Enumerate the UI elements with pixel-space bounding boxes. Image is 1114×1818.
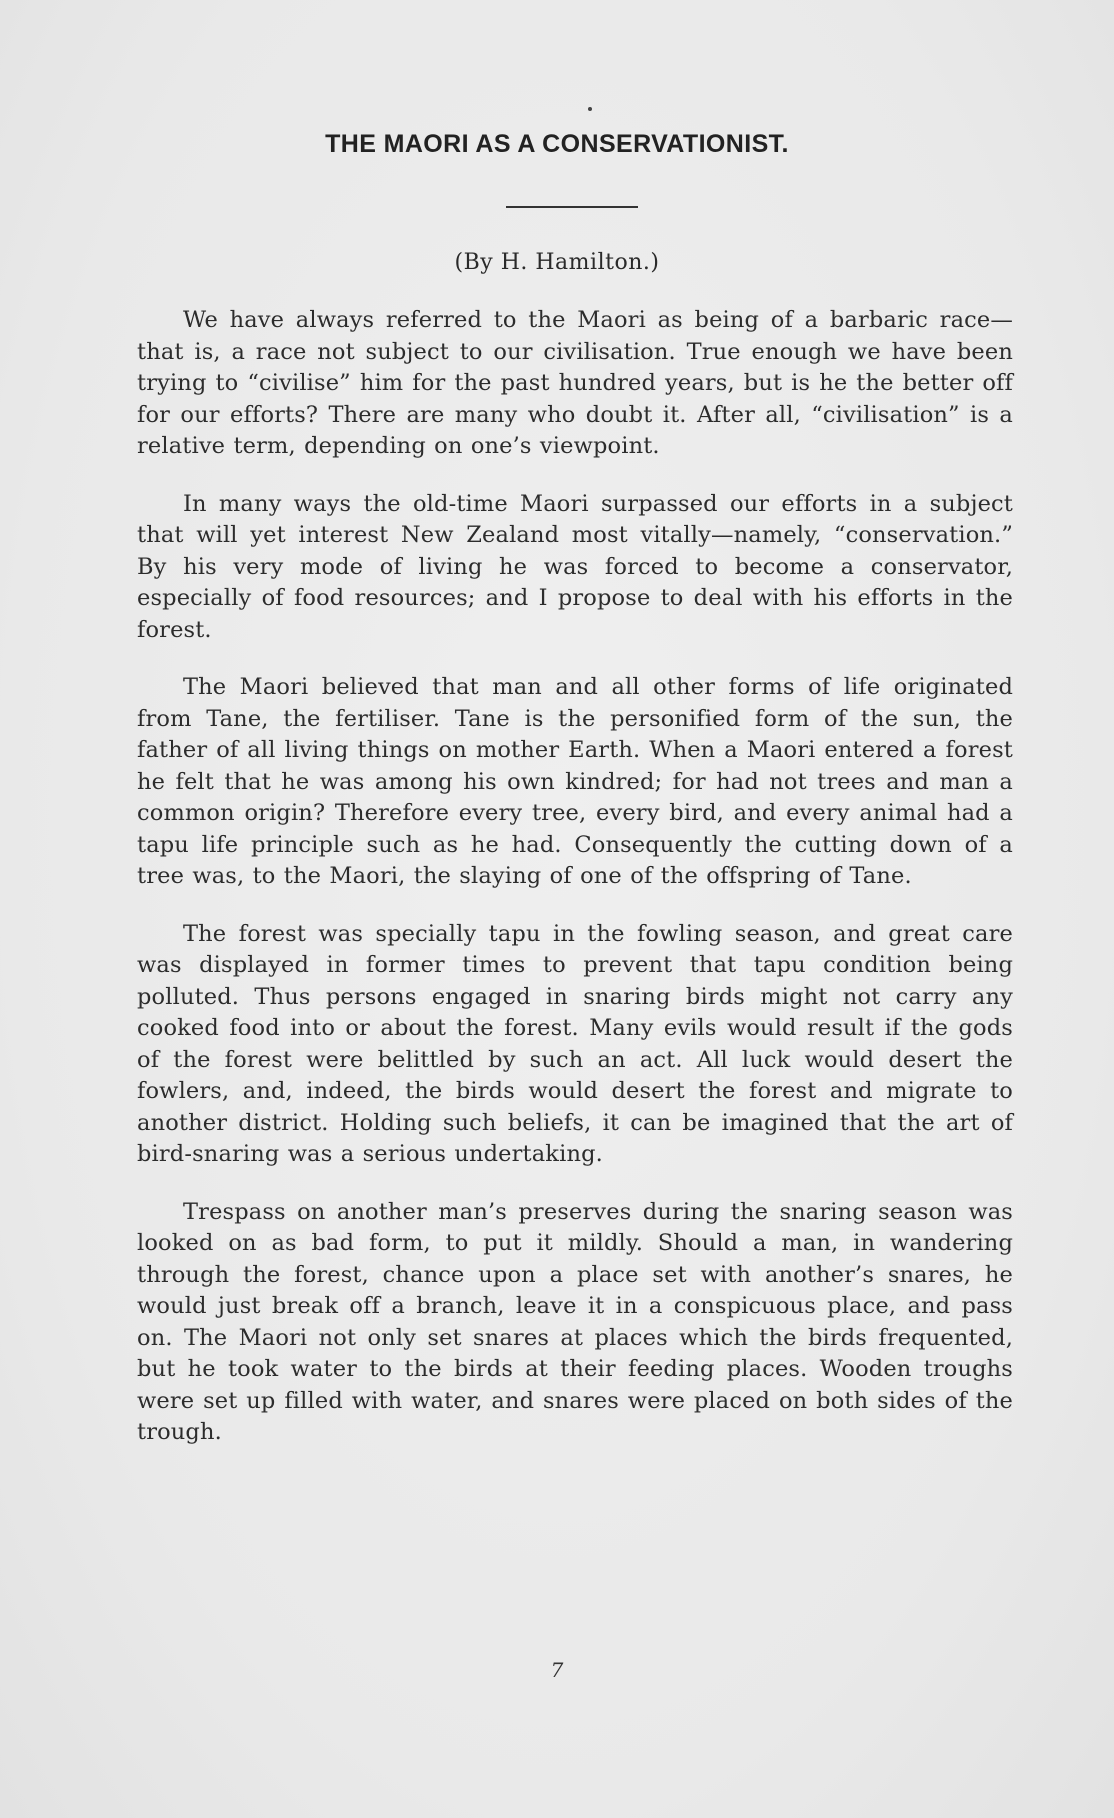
paragraph-3: The Maori believed that man and all other forms of life originated from Tane, the fertiliser. Tane is the personified form of the sun, the father of all living things on mother Earth. When a Maori entered a forest he felt that he was among his own kindred; for had not trees and man a common origin? Therefore every tree, every bird, and every animal had a tapu life principle such as he had. Consequently the cutting down of a tree was, to the Maori, the slaying of one of the offspring of Tane. — [137, 674, 1013, 889]
paragraph-2: In many ways the old-time Maori surpassed our efforts in a subject that will yet interest New Zealand most vitally—namely, “conservation.” By his very mode of living he was forced to become a conservator, especially of food resources; and I propose to deal with his efforts in the forest. — [137, 490, 1013, 643]
paragraph-5: Trespass on another man’s preserves during the snaring season was looked on as bad form, to put it mildly. Should a man, in wandering through the forest, chance upon a place set with another’s snares, he would just break off a branch, leave it in a conspicuous place, and pass on. The Maori not only set snares at places which the birds frequented, but he took water to the birds at their feeding places. Wooden troughs were set up filled with water, and snares were placed on both sides of the trough. — [137, 1198, 1013, 1445]
article-body — [137, 305, 1013, 1475]
article-byline: (By H. Hamilton.) — [454, 250, 660, 275]
paragraph-1: We have always referred to the Maori as being of a barbaric race—that is, a race not subject to our civilisation. True enough we have been trying to “civilise” him for the past hundred years, but is he the better off for our efforts? There are many who doubt it. After all, “civilisation” is a relative term, depending on one’s viewpoint. — [137, 307, 1013, 459]
article-title: THE MAORI AS A CONSERVATIONIST. — [325, 130, 789, 158]
page-number: 7 — [550, 1658, 564, 1682]
title-rule — [506, 206, 638, 208]
paragraph-4: The forest was specially tapu in the fowling season, and great care was displayed in former times to prevent that tapu condition being polluted. Thus persons engaged in snaring birds might not carry any cooked food into or about the forest. Many evils would result if the gods of the forest were belittled by such an act. All luck would desert the fowlers, and, indeed, the birds would desert the forest and migrate to another district. Holding such beliefs, it can be imagined that the art of bird-snaring was a serious undertaking. — [137, 920, 1013, 1167]
printer-dot — [588, 107, 592, 111]
